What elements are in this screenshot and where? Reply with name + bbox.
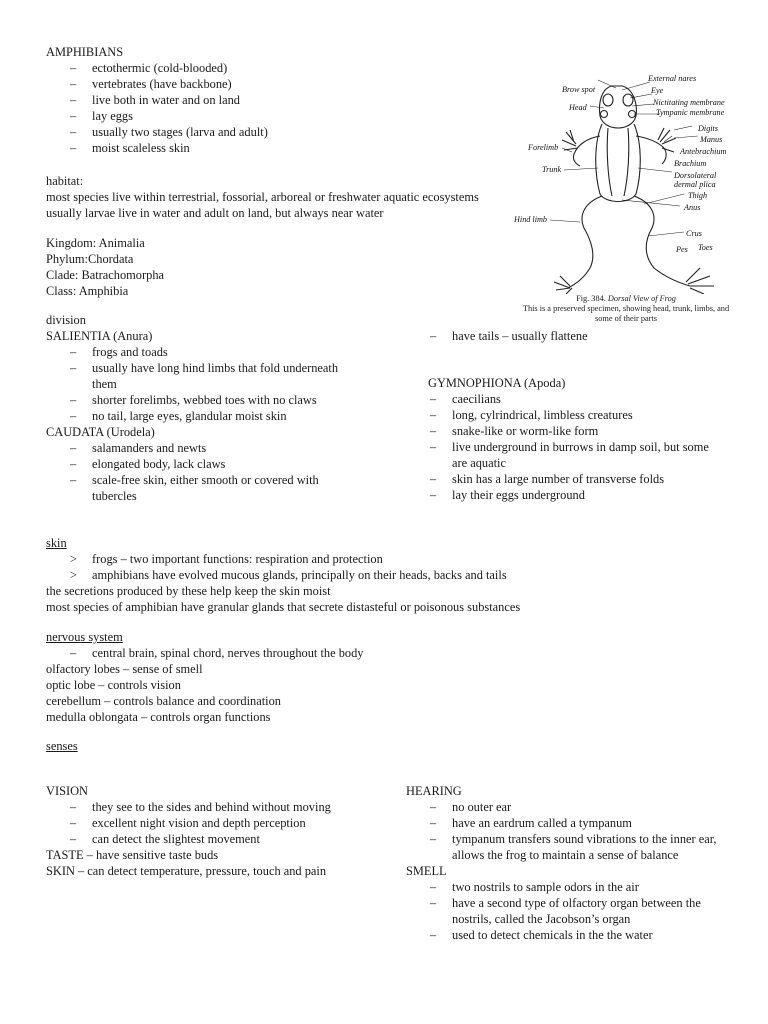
label-hind-limb: Hind limb bbox=[514, 215, 547, 224]
list-item: – can detect the slightest movement bbox=[46, 831, 356, 847]
list-item: – have tails – usually flattene bbox=[428, 328, 728, 344]
figure-caption bbox=[514, 294, 738, 324]
label-dorsolateral: Dorsolateral bbox=[674, 171, 717, 180]
list-item: – they see to the sides and behind without moving bbox=[46, 799, 332, 815]
label-trunk: Trunk bbox=[542, 165, 562, 174]
label-thigh: Thigh bbox=[688, 191, 708, 200]
label-pes: Pes bbox=[676, 245, 688, 254]
list-item: – ectothermic (cold-blooded) bbox=[46, 60, 476, 76]
list-item: – snake-like or worm-like form bbox=[428, 423, 728, 439]
list-item: – moist scaleless skin bbox=[46, 140, 476, 156]
list-item: – live both in water and on land bbox=[46, 92, 476, 108]
caption-number: Fig. 384. bbox=[576, 294, 606, 303]
caudata-heading: CAUDATA (Urodela) bbox=[46, 425, 155, 439]
caption-title: Dorsal View of Frog bbox=[607, 294, 676, 303]
gymnophiona-list bbox=[428, 391, 728, 503]
list-item: – live underground in burrows in damp soil, but some are aquatic bbox=[428, 439, 724, 471]
classification bbox=[46, 235, 164, 299]
label-digits: Digits bbox=[698, 124, 719, 133]
label-toes: Toes bbox=[698, 243, 713, 252]
label-forelimb: Forelimb bbox=[528, 143, 559, 152]
label-tympanic: Tympanic membrane bbox=[656, 108, 725, 117]
skin-line: the secretions produced by these help keep the skin moist bbox=[46, 584, 331, 598]
smell-heading: SMELL bbox=[406, 864, 447, 878]
list-item: – usually two stages (larva and adult) bbox=[46, 124, 476, 140]
list-item: – no outer ear bbox=[406, 799, 736, 815]
label-manus: Manus bbox=[700, 135, 723, 144]
frog-figure bbox=[514, 72, 738, 322]
list-item: – excellent night vision and depth perception bbox=[46, 815, 356, 831]
list-item: – have a second type of olfactory organ between the nostrils, called the Jacobson’s organ bbox=[406, 895, 730, 927]
list-item: – usually have long hind limbs that fold underneath them bbox=[46, 360, 340, 392]
senses-heading: senses bbox=[46, 739, 78, 753]
gymnophiona-heading: GYMNOPHIONA (Apoda) bbox=[428, 376, 566, 390]
skin-sense-line: SKIN – can detect temperature, pressure, touch and pain bbox=[46, 864, 327, 878]
document-title: AMPHIBIANS bbox=[46, 45, 124, 59]
habitat-section bbox=[46, 173, 479, 221]
label-anus: Anus bbox=[684, 203, 701, 212]
label-dermal-plica: dermal plica bbox=[674, 180, 716, 189]
traits-list bbox=[46, 60, 476, 156]
caudata-list bbox=[46, 440, 376, 504]
list-item: – elongated body, lack claws bbox=[46, 456, 376, 472]
habitat-line: most species live within terrestrial, fossorial, arboreal or freshwater aquatic ecosystems bbox=[46, 190, 479, 204]
list-item: – two nostrils to sample odors in the air bbox=[406, 879, 736, 895]
habitat-heading: habitat: bbox=[46, 174, 84, 188]
hearing-list bbox=[406, 799, 736, 863]
caudata-extra-list bbox=[428, 328, 728, 344]
nervous-line: cerebellum – controls balance and coordination bbox=[46, 694, 281, 708]
caption-text: This is a preserved specimen, showing head, trunk, limbs, and some of their parts bbox=[522, 304, 730, 323]
label-external-nares: External nares bbox=[648, 74, 697, 83]
list-item: – vertebrates (have backbone) bbox=[46, 76, 476, 92]
label-antebrachium: Antebrachium bbox=[680, 147, 727, 156]
gymnophiona-section bbox=[428, 375, 728, 503]
list-item: – scale-free skin, either smooth or covered with tubercles bbox=[46, 472, 360, 504]
list-item: – shorter forelimbs, webbed toes with no claws bbox=[46, 392, 376, 408]
vision-list bbox=[46, 799, 356, 847]
list-item: – central brain, spinal chord, nerves throughout the body bbox=[46, 645, 726, 661]
label-brow-spot: Brow spot bbox=[562, 85, 596, 94]
salientia-heading: SALIENTIA (Anura) bbox=[46, 329, 153, 343]
label-brachium: Brachium bbox=[674, 159, 707, 168]
nervous-line: optic lobe – controls vision bbox=[46, 678, 181, 692]
taste-line: TASTE – have sensitive taste buds bbox=[46, 848, 219, 862]
division-left bbox=[46, 312, 376, 504]
list-item: – used to detect chemicals in the the water bbox=[406, 927, 736, 943]
skin-list bbox=[46, 551, 726, 583]
skin-line: most species of amphibian have granular glands that secrete distasteful or poisonous substances bbox=[46, 600, 521, 614]
senses-left bbox=[46, 783, 356, 879]
vision-heading: VISION bbox=[46, 784, 88, 798]
list-item: – skin has a large number of transverse folds bbox=[428, 471, 728, 487]
list-item: – lay eggs bbox=[46, 108, 476, 124]
label-crus: Crus bbox=[686, 229, 702, 238]
list-item: – caecilians bbox=[428, 391, 728, 407]
list-item: – salamanders and newts bbox=[46, 440, 376, 456]
frog-diagram bbox=[514, 72, 738, 294]
smell-list bbox=[406, 879, 736, 943]
label-nictitating: Nictitating membrane bbox=[653, 98, 725, 107]
skin-section bbox=[46, 535, 726, 615]
hearing-heading: HEARING bbox=[406, 784, 462, 798]
list-item: – have an eardrum called a tympanum bbox=[406, 815, 736, 831]
habitat-line: usually larvae live in water and adult on land, but always near water bbox=[46, 206, 384, 220]
classification-line: Kingdom: Animalia bbox=[46, 236, 145, 250]
list-item: > frogs – two important functions: respiration and protection bbox=[46, 551, 726, 567]
classification-line: Clade: Batrachomorpha bbox=[46, 268, 165, 282]
classification-line: Phylum:Chordata bbox=[46, 252, 134, 266]
list-item: – no tail, large eyes, glandular moist skin bbox=[46, 408, 376, 424]
division-heading: division bbox=[46, 313, 86, 327]
list-item: – long, cylrindrical, limbless creatures bbox=[428, 407, 728, 423]
skin-heading: skin bbox=[46, 536, 67, 550]
label-eye: Eye bbox=[651, 86, 664, 95]
list-item: – frogs and toads bbox=[46, 344, 376, 360]
senses-right bbox=[406, 783, 736, 943]
label-head: Head bbox=[569, 103, 587, 112]
list-item: – lay their eggs underground bbox=[428, 487, 728, 503]
list-item: > amphibians have evolved mucous glands, principally on their heads, backs and tails bbox=[46, 567, 726, 583]
nervous-line: olfactory lobes – sense of smell bbox=[46, 662, 203, 676]
nervous-section bbox=[46, 629, 726, 725]
nervous-line: medulla oblongata – controls organ functions bbox=[46, 710, 271, 724]
list-item: – tympanum transfers sound vibrations to the inner ear, allows the frog to maintain a sense of balance bbox=[406, 831, 730, 863]
classification-line: Class: Amphibia bbox=[46, 284, 129, 298]
nervous-heading: nervous system bbox=[46, 630, 123, 644]
salientia-list bbox=[46, 344, 376, 424]
nervous-list bbox=[46, 645, 726, 661]
